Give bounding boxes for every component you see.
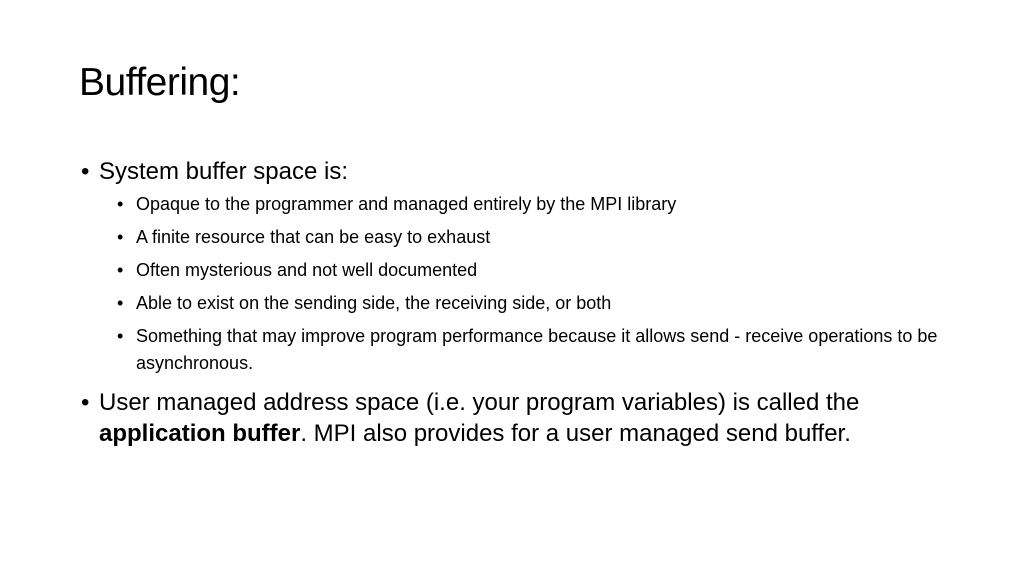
sub-bullet-item [79, 257, 939, 283]
bullet-text-after: . MPI also provides for a user managed send buffer. [300, 420, 851, 447]
slide-title: Buffering: [79, 61, 241, 104]
bullet-item [79, 156, 939, 187]
sub-bullet-text: Something that may improve program performance because it allows send - receive operations to be asynchronous. [136, 326, 938, 373]
sub-bullet-text: Able to exist on the sending side, the receiving side, or both [136, 293, 612, 313]
sub-bullet-item [79, 191, 939, 217]
bullet-item [79, 387, 939, 449]
sub-bullet-list [79, 191, 939, 377]
bullet-icon: • [117, 260, 124, 280]
bullet-text: System buffer space is: [99, 158, 348, 185]
bullet-icon: • [117, 326, 124, 346]
bullet-icon: • [117, 293, 124, 313]
slide-body [79, 156, 939, 449]
bullet-icon: • [117, 194, 124, 214]
sub-bullet-text: Often mysterious and not well documented [136, 260, 478, 280]
sub-bullet-text: A finite resource that can be easy to exhaust [136, 227, 491, 247]
sub-bullet-item [79, 323, 939, 377]
bullet-icon: • [117, 227, 124, 247]
bullet-icon: • [81, 389, 90, 416]
bullet-icon: • [81, 158, 90, 185]
sub-bullet-item [79, 290, 939, 316]
sub-bullet-text: Opaque to the programmer and managed entirely by the MPI library [136, 194, 677, 214]
bullet-text-bold: application buffer [99, 420, 301, 447]
bullet-text-before: User managed address space (i.e. your program variables) is called the [99, 389, 860, 416]
sub-bullet-item [79, 224, 939, 250]
